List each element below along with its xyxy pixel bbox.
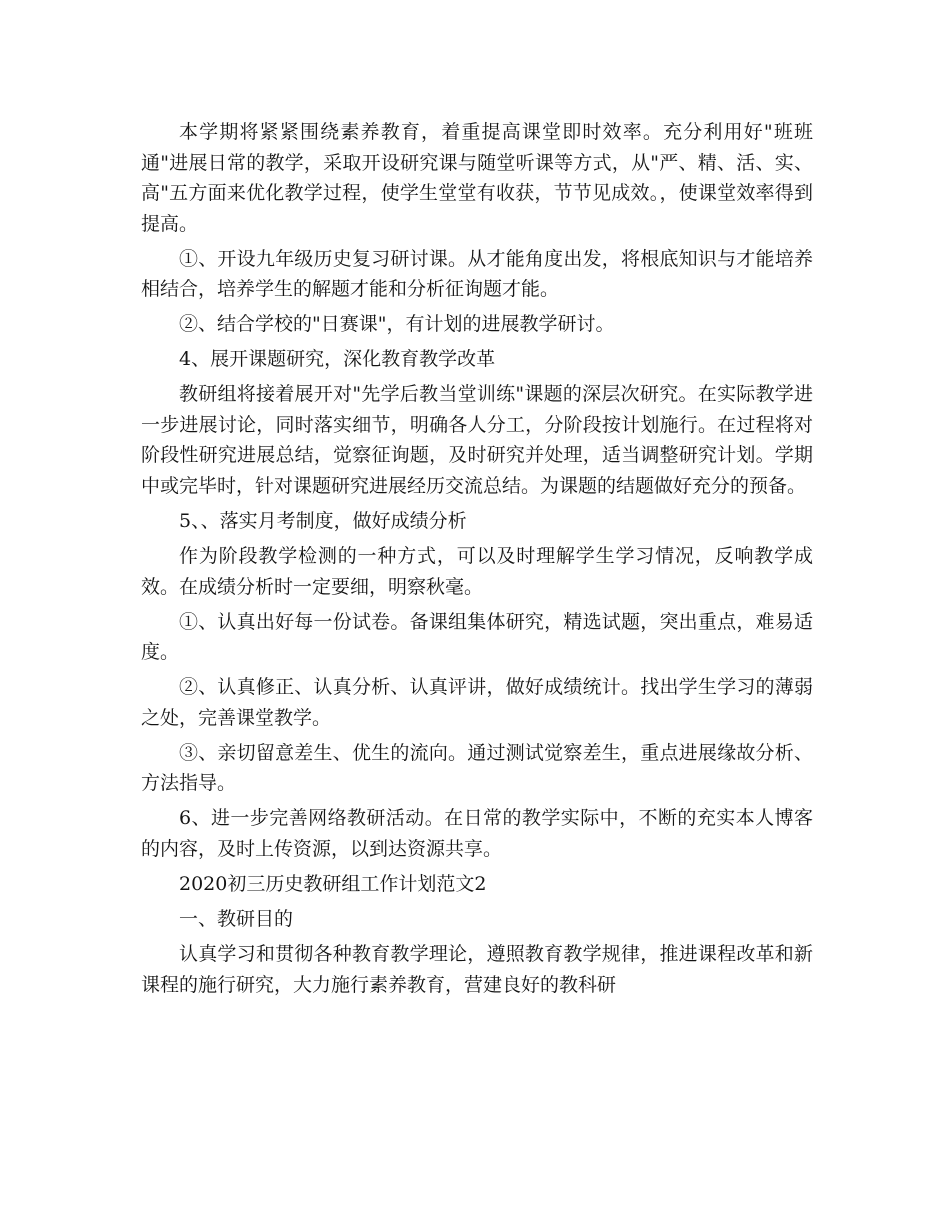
heading-research-goal: 一、教研目的 bbox=[179, 908, 294, 931]
paragraph-goal-details: 认真学习和贯彻各种教育教学理论，遵照教育教学规律，推进课程改革和新课程的施行研究，大力施行素养教育，营建良好的教科研 bbox=[141, 943, 813, 996]
paragraph-exam-purpose: 作为阶段教学检测的一种方式，可以及时理解学生学习情况，反响教学成效。在成绩分析时一定要细，明察秋毫。 bbox=[141, 545, 813, 598]
paragraph-test-papers: ①、认真出好每一份试卷。备课组集体研究，精选试题，突出重点，难易适度。 bbox=[141, 610, 813, 664]
paragraph-daily-competition: ②、结合学校的"日赛课"，有计划的进展教学研讨。 bbox=[179, 313, 615, 336]
section-title-plan-2: 2020初三历史教研组工作计划范文2 bbox=[179, 873, 487, 896]
paragraph-classroom-efficiency: 本学期将紧紧围绕素养教育，着重提高课堂即时效率。充分利用好"班班通"进展日常的教学，采取开设研究课与随堂听课等方式，从"严、精、活、实、高"五方面来优化教学过程，使学生堂堂有收获，节节见成效。，使课堂效率得到提高。 bbox=[141, 121, 813, 235]
paragraph-grade-statistics: ②、认真修正、认真分析、认真评讲，做好成绩统计。找出学生学习的薄弱之处，完善课堂教学。 bbox=[141, 676, 813, 729]
paragraph-research-plan: 教研组将接着展开对"先学后教当堂训练"课题的深层次研究。在实际教学进一步进展讨论，同时落实细节，明确各人分工，分阶段按计划施行。在过程将对阶段性研究进展总结，觉察征询题，及时研究并处理，适当调整研究计划。学期中或完毕时，针对课题研究进展经历交流总结。为课题的结题做好充分的预备。 bbox=[141, 383, 813, 497]
document-body bbox=[141, 117, 813, 1005]
paragraph-online-research: 6、进一步完善网络教研活动。在日常的教学实际中，不断的充实本人博客的内容，及时上传资源，以到达资源共享。 bbox=[141, 807, 813, 860]
heading-monthly-exam: 5、、落实月考制度，做好成绩分析 bbox=[179, 509, 467, 532]
paragraph-student-tracking: ③、亲切留意差生、优生的流向。通过测试觉察差生，重点进展缘故分析、方法指导。 bbox=[141, 741, 813, 795]
paragraph-review-seminar: ①、开设九年级历史复习研讨课。从才能角度出发，将根底知识与才能培养相结合，培养学生的解题才能和分析征询题才能。 bbox=[141, 247, 813, 301]
heading-research-topic: 4、展开课题研究，深化教育教学改革 bbox=[179, 348, 496, 371]
